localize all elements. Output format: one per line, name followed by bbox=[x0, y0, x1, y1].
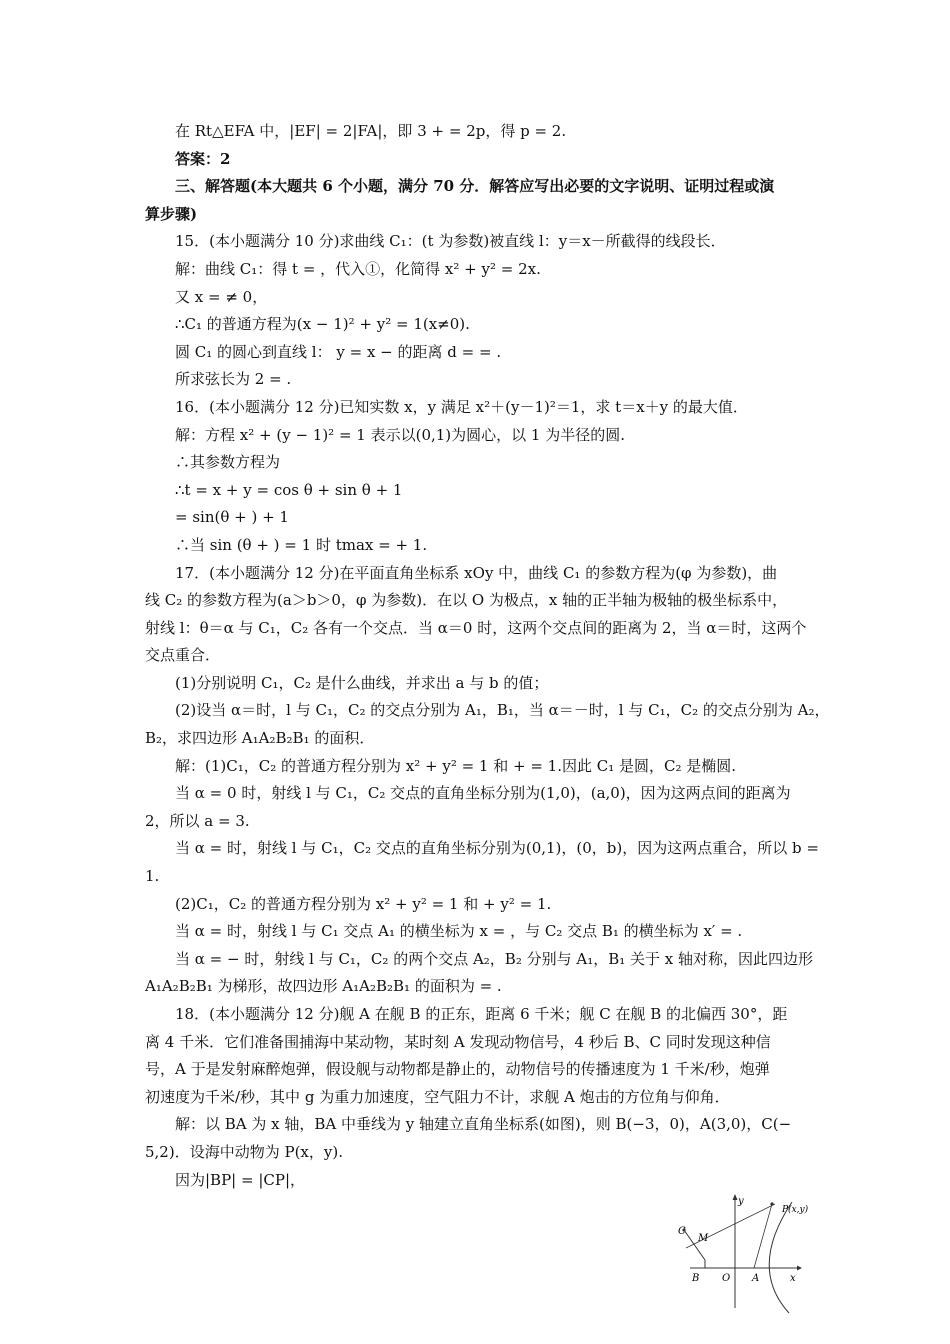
text-line: B₂，求四边形 A₁A₂B₂B₁ 的面积． bbox=[145, 729, 375, 748]
text-line: 因为|BP| = |CP|， bbox=[175, 1170, 306, 1189]
text-line: 交点重合． bbox=[145, 646, 221, 665]
label-p: P(x,y) bbox=[782, 1205, 809, 1215]
text-line: 线 C₂ 的参数方程为(a＞b＞0，φ 为参数)．在以 O 为极点，x 轴的正半轴为极轴的极坐标系中， bbox=[145, 591, 788, 610]
text-line: 射线 l：θ＝α 与 C₁，C₂ 各有一个交点．当 α＝0 时，这两个交点间的距离为 2，当 α＝时，这两个 bbox=[145, 618, 807, 637]
text-line: ∴t = x + y = cos θ + sin θ + 1 bbox=[175, 480, 403, 499]
text-line: 18．(本小题满分 12 分)舰 A 在舰 B 的正东，距离 6 千米；舰 C 在舰 B 的北偏西 30°，距 bbox=[175, 1005, 788, 1023]
text-line: A₁A₂B₂B₁ 为梯形，故四边形 A₁A₂B₂B₁ 的面积为 = . bbox=[145, 977, 502, 996]
text-line: 在 Rt△EFA 中，|EF| = 2|FA|，即 3 + = 2p，得 p = 2. bbox=[175, 122, 567, 140]
text-line: 号，A 于是发射麻醉炮弹，假设舰与动物都是静止的，动物信号的传播速度为 1 千米/秒，炮弹 bbox=[145, 1060, 770, 1079]
label-y: y bbox=[738, 1196, 744, 1207]
text-line: 算步骤) bbox=[145, 204, 198, 223]
text-line: 又 x = ≠ 0， bbox=[175, 287, 268, 306]
label-a: A bbox=[752, 1273, 760, 1284]
text-line: 解：以 BA 为 x 轴，BA 中垂线为 y 轴建立直角坐标系(如图)，则 B(−3，0)，A(3,0)，C(− bbox=[175, 1115, 792, 1134]
text-line: ∴当 sin (θ + ) = 1 时 tmax = + 1. bbox=[175, 535, 428, 554]
text-line: 2，所以 a = 3. bbox=[145, 811, 250, 830]
x-axis-arrow bbox=[797, 1266, 802, 1271]
text-line: 答案：2 bbox=[175, 149, 231, 168]
text-line: 解：(1)C₁，C₂ 的普通方程分别为 x² + y² = 1 和 + = 1.因此 C₁ 是圆，C₂ 是椭圆. bbox=[175, 756, 737, 775]
label-c: C bbox=[678, 1226, 686, 1237]
text-line: (2)C₁，C₂ 的普通方程分别为 x² + y² = 1 和 + y² = 1. bbox=[175, 894, 552, 913]
text-line: 圆 C₁ 的圆心到直线 l： y = x − 的距离 d = = . bbox=[175, 342, 502, 361]
text-line: 17．(本小题满分 12 分)在平面直角坐标系 xOy 中，曲线 C₁ 的参数方程为(φ 为参数)，曲 bbox=[175, 563, 778, 582]
text-line: 当 α = − 时，射线 l 与 C₁，C₂ 的两个交点 A₂，B₂ 分别与 A₁，B₁ 关于 x 轴对称，因此四边形 bbox=[175, 949, 814, 968]
text-line: ∴其参数方程为 bbox=[175, 453, 281, 472]
coordinate-figure bbox=[672, 1190, 812, 1315]
text-line: 解：方程 x² + (y − 1)² = 1 表示以(0,1)为圆心，以 1 为半径的圆. bbox=[175, 425, 626, 444]
label-x: x bbox=[790, 1273, 796, 1284]
text-line: 三、解答题(本大题共 6 个小题，满分 70 分．解答应写出必要的文字说明、证明过程或演 bbox=[175, 177, 775, 196]
text-line: = sin(θ + ) + 1 bbox=[175, 508, 289, 527]
label-o: O bbox=[722, 1273, 731, 1284]
document-body bbox=[145, 118, 830, 1194]
text-line: 16．(本小题满分 12 分)已知实数 x，y 满足 x²＋(y－1)²＝1，求 t＝x＋y 的最大值． bbox=[175, 397, 748, 416]
text-line: 当 α = 时，射线 l 与 C₁ 交点 A₁ 的横坐标为 x = ，与 C₂ 交点 B₁ 的横坐标为 x′ = . bbox=[175, 922, 743, 941]
label-m: M bbox=[698, 1233, 709, 1244]
coordinate-diagram bbox=[672, 1190, 812, 1315]
text-line: 初速度为千米/秒，其中 g 为重力加速度，空气阻力不计，求舰 A 炮击的方位角与仰角． bbox=[145, 1087, 730, 1106]
text-line: 当 α = 0 时，射线 l 与 C₁，C₂ 交点的直角坐标分别为(1,0)，(a,0)，因为这两点间的距离为 bbox=[175, 784, 791, 803]
text-line: (1)分别说明 C₁，C₂ 是什么曲线，并求出 a 与 b 的值； bbox=[175, 673, 549, 692]
hyperbola-curve bbox=[769, 1202, 792, 1313]
text-line: 离 4 千米．它们准备围捕海中某动物，某时刻 A 发现动物信号，4 秒后 B、C 同时发现这种信 bbox=[145, 1032, 771, 1051]
text-line: (2)设当 α＝时，l 与 C₁，C₂ 的交点分别为 A₁，B₁，当 α＝－时，l 与 C₁，C₂ 的交点分别为 A₂， bbox=[175, 701, 830, 720]
text-line: 所求弦长为 2 = . bbox=[175, 370, 292, 389]
text-line: ∴C₁ 的普通方程为(x − 1)² + y² = 1(x≠0). bbox=[175, 315, 470, 334]
label-b: B bbox=[692, 1273, 700, 1284]
text-line: 1. bbox=[145, 867, 160, 886]
point-p bbox=[770, 1202, 773, 1205]
y-axis-arrow bbox=[733, 1194, 738, 1200]
text-line: 5,2)．设海中动物为 P(x，y). bbox=[145, 1142, 343, 1161]
text-line: 15．(本小题满分 10 分)求曲线 C₁：(t 为参数)被直线 l：y＝x－所截得的线段长． bbox=[175, 232, 726, 251]
text-line: 当 α = 时，射线 l 与 C₁，C₂ 交点的直角坐标分别为(0,1)，(0，b)，因为这两点重合，所以 b = bbox=[175, 839, 819, 858]
text-line: 解：曲线 C₁：得 t = ，代入①，化简得 x² + y² = 2x. bbox=[175, 259, 541, 278]
